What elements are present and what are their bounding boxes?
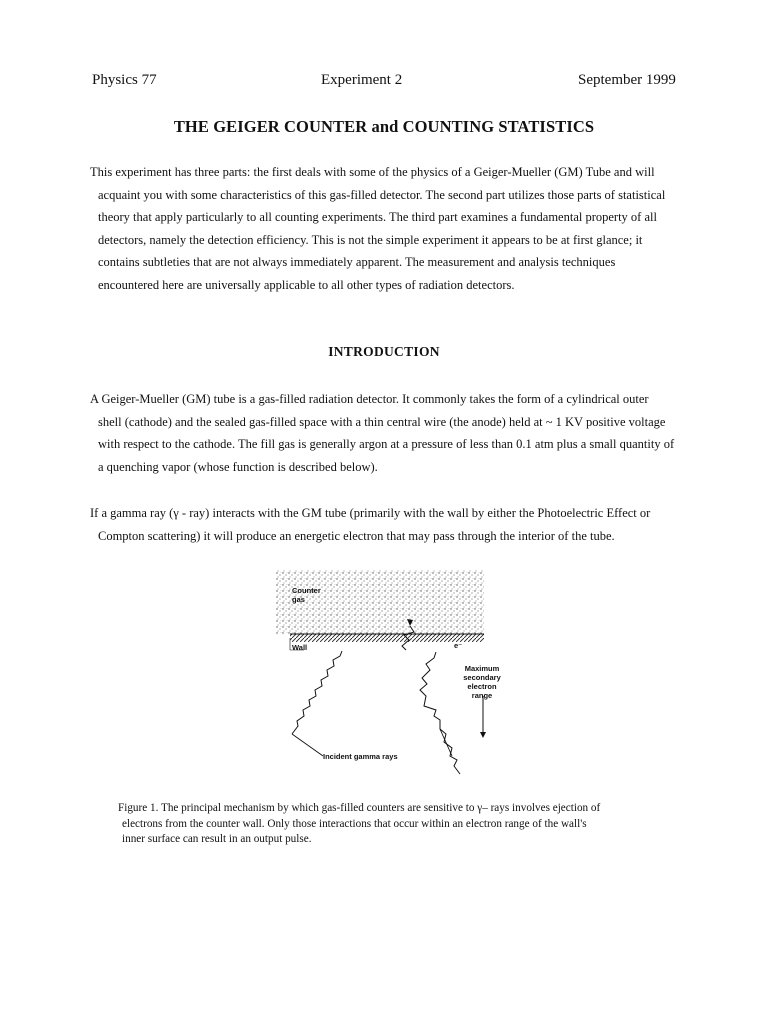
- label-range-line: electron: [467, 682, 497, 691]
- label-electron: e⁻: [454, 641, 463, 650]
- paragraph-line: Compton scattering) it will produce an energetic electron that may pass through the interior of the tube.: [98, 528, 615, 543]
- leader-line-left: [292, 734, 323, 756]
- leader-line-right: [440, 729, 452, 756]
- header-date: September 1999: [578, 72, 676, 88]
- caption-line: electrons from the counter wall. Only those interactions that occur within an electron range of the wall's: [122, 817, 587, 830]
- label-counter-gas-line: Counter: [292, 586, 321, 595]
- label-range-line: secondary: [463, 673, 501, 682]
- caption-line: inner surface can result in an output pulse.: [122, 833, 312, 845]
- document-title: THE GEIGER COUNTER and COUNTING STATISTICS: [173, 117, 595, 136]
- electron-range-arrow-head: [480, 732, 486, 738]
- label-counter-gas: [292, 586, 321, 604]
- header-course: Physics 77: [92, 72, 157, 88]
- label-range-line: range: [471, 691, 493, 700]
- figure-1-caption: [118, 801, 673, 848]
- paragraph-line: detectors, namely the detection efficiency. This is not the simple experiment it appears to be at first glance; it: [98, 232, 643, 247]
- label-wall: Wall: [292, 643, 308, 652]
- paragraph-line: theory that apply particularly to all counting experiments. The third part examines a fundamental property of all: [98, 210, 657, 224]
- gm-tube-paragraph: [90, 388, 680, 478]
- section-heading-introduction: INTRODUCTION: [328, 344, 440, 359]
- caption-line: Figure 1. The principal mechanism by which gas-filled counters are sensitive to γ– rays involves ejection of: [118, 802, 601, 814]
- label-counter-gas-line: gas: [292, 595, 305, 604]
- paragraph-line: If a gamma ray (γ - ray) interacts with the GM tube (primarily with the wall by either the Photoelectric Effect or: [90, 506, 651, 520]
- header-experiment: Experiment 2: [321, 72, 403, 88]
- label-maximum-secondary-electron-range: [459, 664, 505, 700]
- label-range-line: Maximum: [464, 664, 500, 673]
- gamma-ray-paragraph: [90, 502, 680, 547]
- gamma-ray-path-left: [292, 651, 342, 734]
- figure-1-diagram: [276, 566, 501, 776]
- paragraph-line: encountered here are universally applicable to all other types of radiation detectors.: [98, 277, 515, 292]
- paragraph-line: acquaint you with some characteristics of this gas-filled detector. The second part utilizes those parts of statistical: [98, 187, 666, 202]
- paragraph-line: with respect to the cathode. The fill gas is generally argon at a pressure of less than 0.1 atm plus a small quantity of: [98, 437, 675, 451]
- paragraph-line: A Geiger-Mueller (GM) tube is a gas-filled radiation detector. It commonly takes the form of a cylindrical outer: [90, 392, 649, 406]
- paragraph-line: a quenching vapor (whose function is described below).: [98, 459, 378, 474]
- overview-paragraph: [90, 161, 680, 296]
- label-incident-gamma-rays: Incident gamma rays: [323, 752, 398, 761]
- paragraph-line: shell (cathode) and the sealed gas-filled space with a thin central wire (the anode) held at ~ 1 KV positive voltage: [98, 414, 666, 429]
- paragraph-line: This experiment has three parts: the first deals with some of the physics of a Geiger-Mueller (GM) Tube and will: [90, 165, 655, 179]
- electron-path-right: [420, 652, 460, 774]
- paragraph-line: contains subtleties that are not always immediately apparent. The measurement and analysis techniques: [98, 255, 616, 269]
